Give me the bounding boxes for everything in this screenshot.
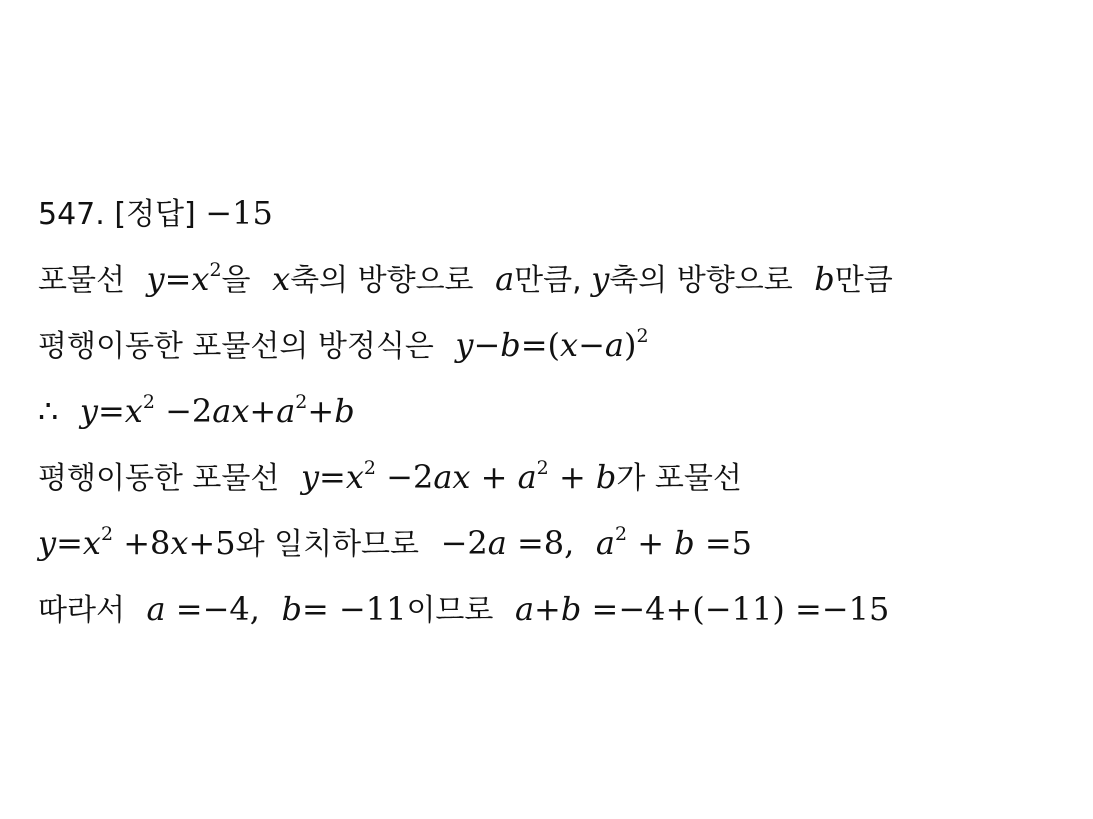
text: 이므로 [406, 593, 494, 628]
math-var: a [604, 326, 624, 364]
math-op: + [548, 458, 596, 496]
solution-line-3 [38, 386, 1058, 452]
solution-line-4 [38, 452, 1058, 518]
math-number: 2 [191, 392, 213, 430]
math-op: = [56, 524, 83, 562]
solution-line-6 [38, 584, 1058, 650]
math-exponent: 2 [536, 457, 549, 479]
math-var: a [487, 524, 507, 562]
solution-line-5 [38, 518, 1058, 584]
math-var: b [814, 260, 835, 298]
math-op: = [784, 590, 822, 628]
answer-tag: [정답] [114, 197, 196, 232]
math-op: + [627, 524, 675, 562]
math-var: y [300, 458, 320, 496]
math-exponent: 2 [636, 325, 649, 347]
problem-number: 547. [38, 197, 105, 232]
therefore-symbol: ∴ [38, 392, 59, 430]
math-var: b [500, 326, 521, 364]
text: 따라서 [38, 593, 125, 628]
math-op: − [375, 458, 413, 496]
math-exponent: 2 [295, 391, 308, 413]
math-number: 8 [150, 524, 171, 562]
math-exponent: 2 [363, 457, 376, 479]
problem-header [38, 188, 1058, 254]
solution-document [38, 188, 1058, 650]
math-exponent: 2 [142, 391, 155, 413]
math-op: + [307, 392, 335, 430]
math-var: x [191, 260, 210, 298]
math-paren: ( [547, 326, 561, 364]
math-op: + [188, 524, 216, 562]
math-op: = [164, 260, 192, 298]
math-var: a [514, 590, 535, 628]
math-op: + [534, 590, 561, 628]
math-op: = [165, 590, 203, 628]
math-result: −15 [821, 590, 890, 628]
math-var: y [79, 392, 98, 430]
solution-line-2 [38, 320, 1058, 386]
math-op: = [319, 458, 346, 496]
math-var: ax [433, 458, 471, 496]
math-number: −4, [202, 590, 260, 628]
math-op: = [506, 524, 544, 562]
math-number: −11 [338, 590, 407, 628]
solution-line-1 [38, 254, 1058, 320]
math-var: ax [212, 392, 250, 430]
text: 축의 방향으로 [290, 263, 474, 298]
math-op: = [694, 524, 732, 562]
math-op: + [470, 458, 518, 496]
text: 와 일치하므로 [235, 527, 420, 562]
text: 평행이동한 포물선의 방정식은 [38, 329, 434, 364]
math-number: −2 [440, 524, 488, 562]
math-var: b [281, 590, 302, 628]
math-var: x [124, 392, 143, 430]
text: 을 [221, 263, 251, 298]
text: 만큼 [834, 263, 893, 298]
math-op: = [581, 590, 619, 628]
text: 포물선 [38, 263, 125, 298]
math-var: x [170, 524, 189, 562]
math-var: b [560, 590, 582, 628]
math-op: = [520, 326, 548, 364]
math-number: 8, [543, 524, 575, 562]
math-op: + [113, 524, 151, 562]
math-op: − [154, 392, 192, 430]
math-var: b [674, 524, 695, 562]
math-op: − [473, 326, 501, 364]
math-var: x [82, 524, 101, 562]
text: 평행이동한 포물선 [38, 461, 280, 496]
math-op: = [301, 590, 339, 628]
math-var: a [276, 392, 296, 430]
math-op: + [249, 392, 277, 430]
text: 만큼, [514, 263, 582, 298]
math-var: b [595, 458, 617, 496]
text: 축의 방향으로 [609, 263, 793, 298]
math-var: y [591, 260, 610, 298]
math-paren: ) [623, 326, 637, 364]
math-var: a [146, 590, 166, 628]
math-exponent: 2 [614, 523, 628, 545]
math-var: y [38, 524, 57, 562]
math-expression: −4+(−11) [618, 590, 785, 628]
math-var: y [455, 326, 474, 364]
math-var: a [595, 524, 615, 562]
math-op: − [578, 326, 605, 364]
math-op: = [97, 392, 125, 430]
math-var: b [334, 392, 355, 430]
math-var: x [272, 260, 291, 298]
math-exponent: 2 [100, 523, 114, 545]
math-var: x [345, 458, 364, 496]
math-number: 5 [215, 524, 236, 562]
math-number: 5 [731, 524, 753, 562]
answer-value: −15 [205, 194, 273, 232]
math-var: y [146, 260, 165, 298]
math-var: a [517, 458, 537, 496]
math-var: x [560, 326, 579, 364]
math-var: a [495, 260, 515, 298]
math-number: 2 [412, 458, 434, 496]
math-exponent: 2 [209, 259, 222, 281]
text: 가 포물선 [616, 461, 742, 496]
